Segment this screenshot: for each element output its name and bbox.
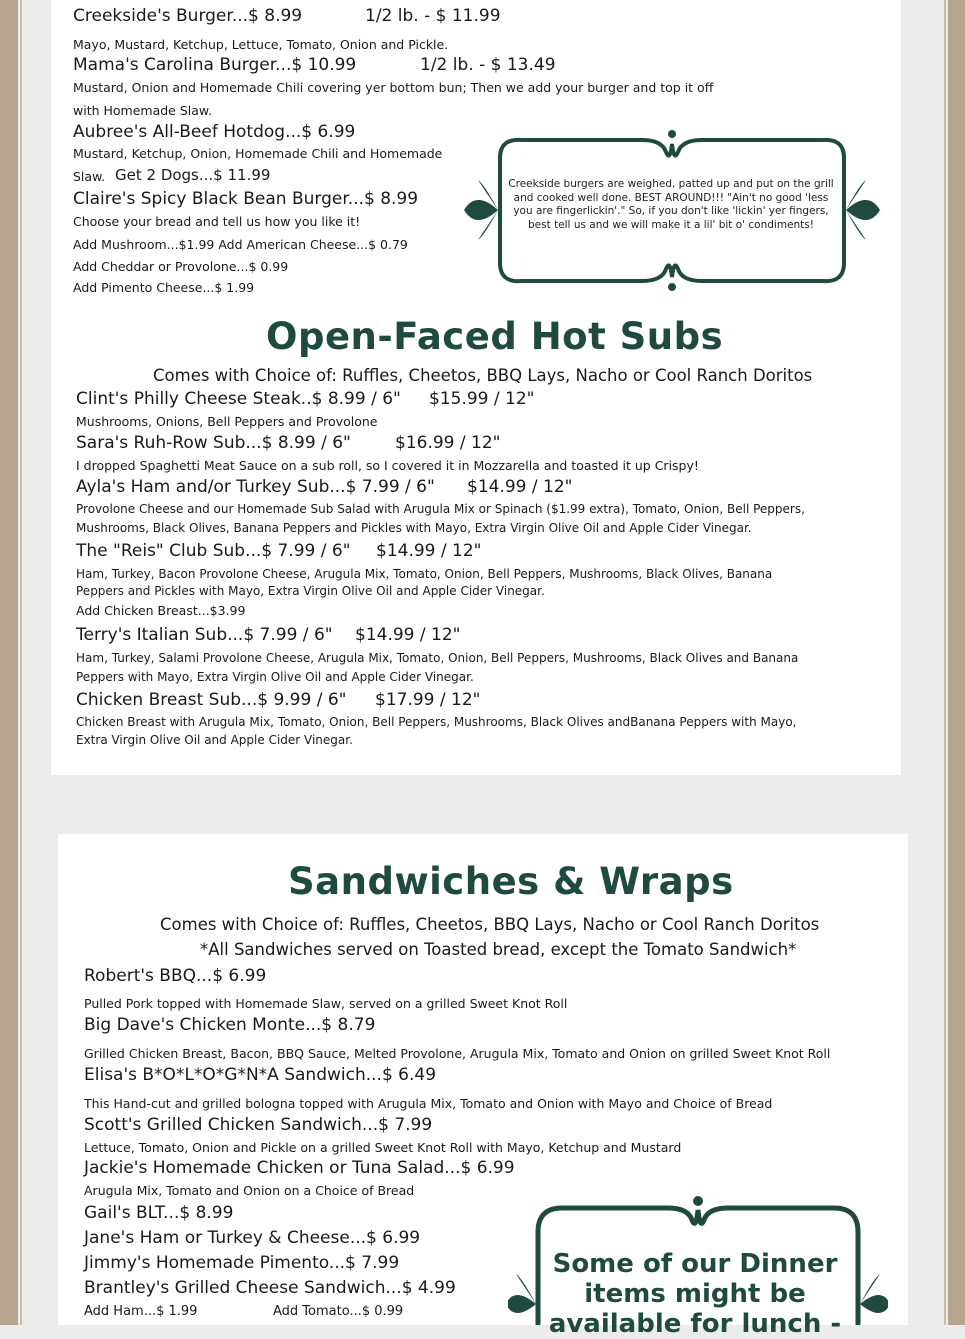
menu-item-description: Ham, Turkey, Bacon Provolone Cheese, Arugula Mix, Tomato, Onion, Bell Peppers, Mushrooms, Black Olives, Banana [76,567,773,581]
menu-item-description: Extra Virgin Olive Oil and Apple Cider Vinegar. [76,733,353,747]
addon-line: Add Chicken Breast...$3.99 [76,603,246,618]
menu-item-price-12: $15.99 / 12" [429,389,535,409]
menu-item-title: Aubree's All-Beef Hotdog...$ 6.99 [73,122,356,142]
menu-item-title: The "Reis" Club Sub...$ 7.99 / 6" [76,541,351,561]
menu-item-description: Chicken Breast with Arugula Mix, Tomato, Onion, Bell Peppers, Mushrooms, Black Olives andBanana Peppers with Mayo, [76,715,797,729]
menu-item-price-half-lb: 1/2 lb. - $ 11.99 [365,6,501,26]
menu-item-description: Grilled Chicken Breast, Bacon, BBQ Sauce, Melted Provolone, Arugula Mix, Tomato and Onion on grilled Sweet Knot Roll [84,1046,831,1061]
menu-item-title: Ayla's Ham and/or Turkey Sub...$ 7.99 / 6" [76,477,435,497]
menu-item-title: Creekside's Burger...$ 8.99 [73,6,303,26]
left-border-line [20,0,22,1325]
menu-item-description: Slaw. [73,169,106,184]
menu-item-title: Elisa's B*O*L*O*G*N*A Sandwich...$ 6.49 [84,1065,437,1085]
section-subtitle: *All Sandwiches served on Toasted bread, except the Tomato Sandwich* [200,940,797,959]
menu-item-title: Terry's Italian Sub...$ 7.99 / 6" [76,625,333,645]
addon-line: Add Cheddar or Provolone...$ 0.99 [73,259,289,274]
menu-item-description: Mustard, Onion and Homemade Chili covering yer bottom bun; Then we add your burger and top it off [73,80,714,95]
left-border [0,0,18,1325]
menu-item-description: Pulled Pork topped with Homemade Slaw, served on a grilled Sweet Knot Roll [84,996,568,1011]
menu-item-description: Ham, Turkey, Salami Provolone Cheese, Arugula Mix, Tomato, Onion, Bell Peppers, Mushrooms, Black Olives and Banana [76,651,799,665]
lunch-note: Some of our Dinner items might be available for lunch - [548,1249,842,1339]
burger-note: Creekside burgers are weighed, patted up and put on the grill and cooked well done. BEST AROUND!!! "Ain't no good 'less you are fingerlickin'." So, if you don't like 'lickin' yer fingers, best tell us and we will make it a lil' bit o' condiments! [508,178,834,231]
menu-item-title: Claire's Spicy Black Bean Burger...$ 8.99 [73,189,419,209]
menu-item-description: Mushrooms, Onions, Bell Peppers and Provolone [76,414,378,429]
menu-item-title: Sara's Ruh-Row Sub...$ 8.99 / 6" [76,433,351,453]
section-subtitle: Comes with Choice of: Ruffles, Cheetos, BBQ Lays, Nacho or Cool Ranch Doritos [160,915,820,934]
addon-line: Add Tomato...$ 0.99 [273,1304,404,1319]
menu-item-title: Gail's BLT...$ 8.99 [84,1203,234,1223]
menu-item-title: Mama's Carolina Burger...$ 10.99 [73,55,357,75]
menu-item-title: Scott's Grilled Chicken Sandwich...$ 7.99 [84,1115,433,1135]
right-border [948,0,965,1325]
menu-item-description: Arugula Mix, Tomato and Onion on a Choice of Bread [84,1183,415,1198]
menu-item-title: Clint's Philly Cheese Steak..$ 8.99 / 6" [76,389,401,409]
menu-item-title: Robert's BBQ...$ 6.99 [84,966,267,986]
menu-item-price-12: $17.99 / 12" [375,690,481,710]
menu-item-description: Provolone Cheese and our Homemade Sub Salad with Arugula Mix or Spinach ($1.99 extra), Tomato, Onion, Bell Peppers, [76,502,805,516]
menu-item-title: Jane's Ham or Turkey & Cheese...$ 6.99 [84,1228,421,1248]
section-subtitle: Comes with Choice of: Ruffles, Cheetos, BBQ Lays, Nacho or Cool Ranch Doritos [153,366,813,385]
right-border-line [944,0,946,1325]
menu-item-price-12: $14.99 / 12" [355,625,461,645]
menu-item-description: Mustard, Ketchup, Onion, Homemade Chili and Homemade [73,146,443,161]
menu-item-price-12: $16.99 / 12" [395,433,501,453]
menu-item-description: with Homemade Slaw. [73,103,212,118]
menu-item-title: Chicken Breast Sub...$ 9.99 / 6" [76,690,347,710]
menu-item-description: Peppers with Mayo, Extra Virgin Olive Oil and Apple Cider Vinegar. [76,670,474,684]
menu-item-price-12: $14.99 / 12" [467,477,573,497]
menu-item-title: Big Dave's Chicken Monte...$ 8.79 [84,1015,376,1035]
menu-item-title: Jackie's Homemade Chicken or Tuna Salad...$ 6.99 [84,1158,515,1178]
menu-item-title: Brantley's Grilled Cheese Sandwich...$ 4.99 [84,1278,456,1298]
menu-item-description: This Hand-cut and grilled bologna topped with Arugula Mix, Tomato and Onion with Mayo and Choice of Bread [84,1096,773,1111]
menu-item-title: Jimmy's Homemade Pimento...$ 7.99 [84,1253,400,1273]
menu-item-description: Mushrooms, Black Olives, Banana Peppers and Pickles with Mayo, Extra Virgin Olive Oil and Apple Cider Vinegar. [76,521,752,535]
addon-line: Add Pimento Cheese...$ 1.99 [73,280,255,295]
menu-item-description: Choose your bread and tell us how you like it! [73,214,361,229]
menu-item-description: Peppers and Pickles with Mayo, Extra Virgin Olive Oil and Apple Cider Vinegar. [76,584,545,598]
section-title: Sandwiches & Wraps [288,860,734,903]
addon-line: Add Mushroom...$1.99 Add American Cheese...$ 0.79 [73,237,408,252]
menu-deal: Get 2 Dogs...$ 11.99 [115,166,271,184]
menu-item-description: Mayo, Mustard, Ketchup, Lettuce, Tomato, Onion and Pickle. [73,37,449,52]
menu-item-price-12: $14.99 / 12" [376,541,482,561]
menu-item-price-half-lb: 1/2 lb. - $ 13.49 [420,55,556,75]
menu-item-description: Lettuce, Tomato, Onion and Pickle on a grilled Sweet Knot Roll with Mayo, Ketchup and Mustard [84,1140,682,1155]
section-title: Open-Faced Hot Subs [266,315,724,358]
addon-line: Add Ham...$ 1.99 [84,1304,198,1319]
menu-item-description: I dropped Spaghetti Meat Sauce on a sub roll, so I covered it in Mozzarella and toasted it up Crispy! [76,458,699,473]
